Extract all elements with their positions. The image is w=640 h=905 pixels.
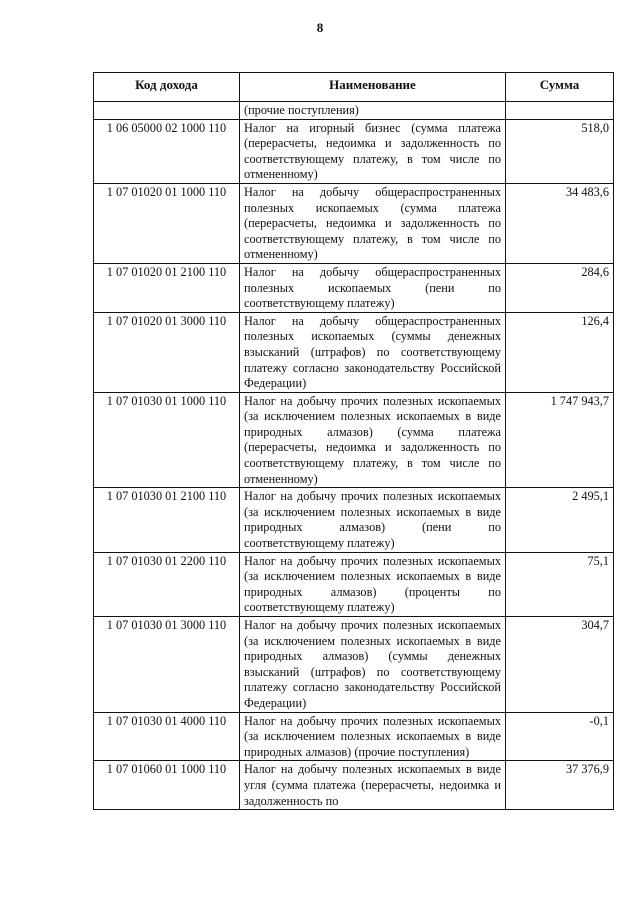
- revenue-code-cell: 1 07 01020 01 3000 110: [94, 312, 240, 392]
- revenue-code-cell: 1 07 01030 01 2100 110: [94, 488, 240, 552]
- table-row: [94, 263, 614, 312]
- table-row: [94, 119, 614, 183]
- revenue-sum-cell: 34 483,6: [506, 183, 614, 263]
- table-row: [94, 183, 614, 263]
- revenue-name-cell: Налог на добычу общераспространенных полезных ископаемых (пени по соответствующему платежу): [240, 263, 506, 312]
- revenue-sum-cell: 1 747 943,7: [506, 392, 614, 488]
- revenue-sum-cell: [506, 102, 614, 120]
- revenue-sum-cell: 37 376,9: [506, 761, 614, 810]
- revenue-name-cell: Налог на добычу прочих полезных ископаемых (за исключением полезных ископаемых в виде природных алмазов) (сумма платежа (перерасчеты, недоимка и задолженность по соответствующему платежу, в том числе по отмененному): [240, 392, 506, 488]
- revenue-name-cell: Налог на добычу прочих полезных ископаемых (за исключением полезных ископаемых в виде природных алмазов) (прочие поступления): [240, 712, 506, 761]
- revenue-code-cell: 1 07 01030 01 1000 110: [94, 392, 240, 488]
- revenue-sum-cell: 304,7: [506, 617, 614, 713]
- page-number: 8: [316, 20, 324, 35]
- revenue-name-cell: Налог на игорный бизнес (сумма платежа (перерасчеты, недоимка и задолженность по соответствующему платежу, в том числе по отмененному): [240, 119, 506, 183]
- column-header-sum: Сумма: [506, 73, 614, 102]
- table-row: [94, 712, 614, 761]
- revenue-sum-cell: -0,1: [506, 712, 614, 761]
- table-row: [94, 312, 614, 392]
- revenue-name-cell: Налог на добычу прочих полезных ископаемых (за исключением полезных ископаемых в виде природных алмазов) (суммы денежных взысканий (штрафов) по соответствующему платежу согласно законодательству Российской Федерации): [240, 617, 506, 713]
- revenue-code-cell: 1 07 01030 01 2200 110: [94, 552, 240, 616]
- revenue-sum-cell: 75,1: [506, 552, 614, 616]
- revenue-table: [93, 72, 614, 810]
- table-row: [94, 392, 614, 488]
- revenue-code-cell: 1 07 01030 01 4000 110: [94, 712, 240, 761]
- revenue-name-cell: Налог на добычу общераспространенных полезных ископаемых (суммы денежных взысканий (штрафов) по соответствующему платежу согласно законодательству Российской Федерации): [240, 312, 506, 392]
- table-header-row: [94, 73, 614, 102]
- revenue-code-cell: [94, 102, 240, 120]
- revenue-sum-cell: 284,6: [506, 263, 614, 312]
- table-row: [94, 552, 614, 616]
- revenue-name-cell: Налог на добычу прочих полезных ископаемых (за исключением полезных ископаемых в виде природных алмазов) (проценты по соответствующему платежу): [240, 552, 506, 616]
- table-body: [94, 102, 614, 810]
- revenue-sum-cell: 126,4: [506, 312, 614, 392]
- revenue-code-cell: 1 06 05000 02 1000 110: [94, 119, 240, 183]
- column-header-name: Наименование: [240, 73, 506, 102]
- revenue-code-cell: 1 07 01030 01 3000 110: [94, 617, 240, 713]
- revenue-sum-cell: 2 495,1: [506, 488, 614, 552]
- revenue-name-cell: (прочие поступления): [240, 102, 506, 120]
- table-row: [94, 617, 614, 713]
- revenue-sum-cell: 518,0: [506, 119, 614, 183]
- revenue-code-cell: 1 07 01020 01 2100 110: [94, 263, 240, 312]
- revenue-code-cell: 1 07 01020 01 1000 110: [94, 183, 240, 263]
- revenue-name-cell: Налог на добычу полезных ископаемых в виде угля (сумма платежа (перерасчеты, недоимка и задолженность по: [240, 761, 506, 810]
- revenue-code-cell: 1 07 01060 01 1000 110: [94, 761, 240, 810]
- table-row: [94, 488, 614, 552]
- revenue-name-cell: Налог на добычу прочих полезных ископаемых (за исключением полезных ископаемых в виде природных алмазов) (пени по соответствующему платежу): [240, 488, 506, 552]
- column-header-code: Код дохода: [94, 73, 240, 102]
- revenue-name-cell: Налог на добычу общераспространенных полезных ископаемых (сумма платежа (перерасчеты, недоимка и задолженность по соответствующему платежу, в том числе по отмененному): [240, 183, 506, 263]
- table-row: [94, 761, 614, 810]
- table-row: [94, 102, 614, 120]
